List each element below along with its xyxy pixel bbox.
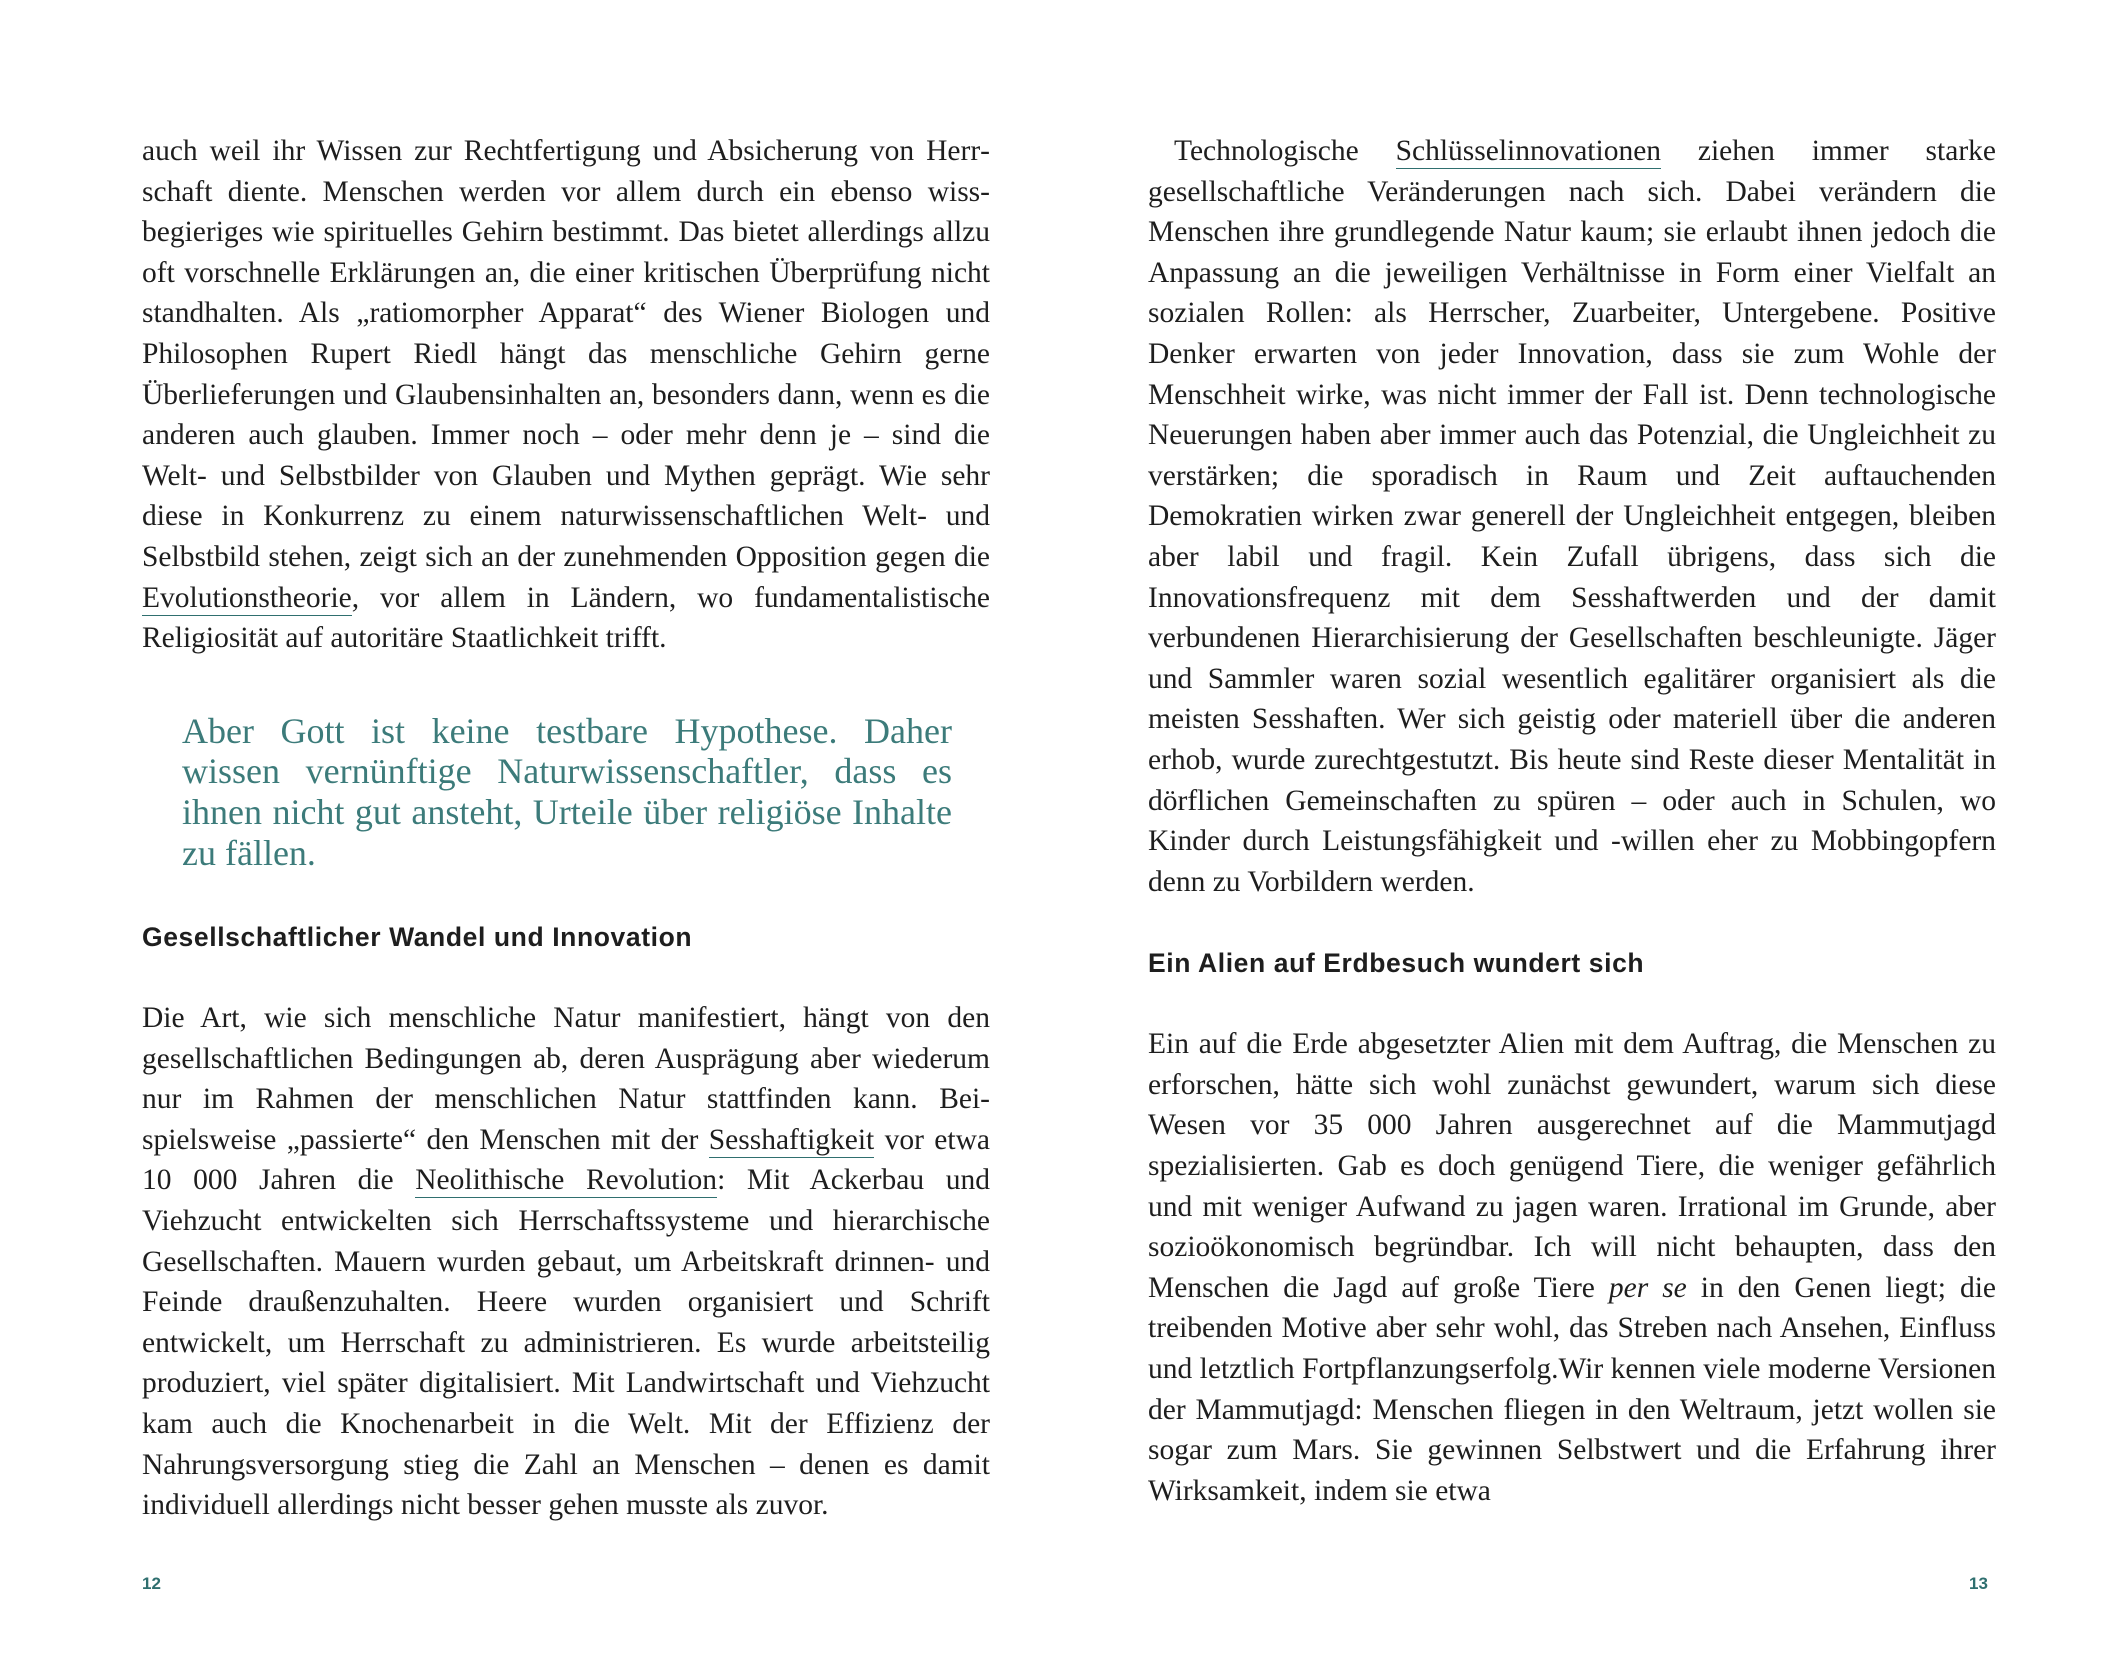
neolithische-revolution-link[interactable]: Neolithische Revolution — [415, 1164, 718, 1197]
right-paragraph-2 — [1148, 1024, 1996, 1511]
text-run: Ein auf die Erde abgesetzter Alien mit dem Auftrag, die Menschen zu erforschen, hätte sich wohl zunächst gewundert, warum sich diese Wesen vor 35 000 Jahren ausgerechnet auf die Mammutjagd spezialisierten. Gab es doch genügend Tiere, die weniger gefährlich und mit weniger Aufwand zu jagen waren. Irrational im Grunde, aber sozioökonomisch begründbar. Ich will nicht behaupten, dass den Menschen die Jagd auf große Tiere — [1148, 1028, 1996, 1304]
left-paragraph-1 — [142, 131, 990, 659]
evolutionstheorie-link[interactable]: Evolutionstheorie — [142, 581, 352, 614]
section-heading-alien-auf-erdbesuch: Ein Alien auf Erdbesuch wundert sich — [1148, 948, 1645, 979]
page-number-right: 13 — [1969, 1574, 1988, 1593]
text-run: , vor allem in Ländern, wo fundamentalistische Religiosität auf autoritäre Staatlichkeit trifft. — [142, 581, 990, 655]
left-paragraph-2 — [142, 998, 990, 1526]
text-run: Technologische — [1174, 135, 1396, 167]
text-run: vor etwa 10 000 Jahren die — [142, 1123, 990, 1197]
text-run: Die Art, wie sich menschliche Natur manifestiert, hängt von den gesellschaftlichen Bedingungen ab, deren Ausprägung aber wiederum nur im Rahmen der menschlichen Natur stattfinden kann. Beispielsweise „passierte“ den Menschen mit der — [142, 1002, 990, 1156]
schluesselinnovationen-link[interactable]: Schlüsselinnovationen — [1395, 135, 1662, 167]
page-number-left: 12 — [142, 1574, 161, 1593]
text-run: in den Genen liegt; die treibenden Motive aber sehr wohl, das Streben nach Ansehen, Einfluss und letztlich Fortpflanzungserfolg.Wir kennen viele moderne Versionen der Mammutjagd: Menschen fliegen in den Weltraum, jetzt wollen sie sogar zum Mars. Sie gewinnen Selbstwert und die Erfahrung ihrer Wirksamkeit, indem sie etwa — [1148, 1271, 1996, 1507]
left-page — [142, 131, 990, 1526]
pull-quote: Aber Gott ist keine testbare Hypothese. Daher wissen vernünftige Naturwissenschaftler, dass es ihnen nicht gut ansteht, Urteile über religiöse Inhalte zu fällen. — [182, 710, 952, 873]
text-run: : Mit Ackerbau und Viehzucht entwickelten sich Herrschaftssysteme und hierarchische Gesellschaften. Mauern wurden gebaut, um Arbeitskraft drinnen- und Feinde draußenzuhalten. Heere wurden organisiert und Schrift entwickelt, um Herrschaft zu administrieren. Es wurde arbeitsteilig produziert, viel später digitalisiert. Mit Landwirtschaft und Viehzucht kam auch die Knochenarbeit in die Welt. Mit der Effizienz der Nahrungsversorgung stieg die Zahl an Menschen – denen es damit individuell allerdings nicht besser gehen musste als zuvor. — [142, 1164, 990, 1522]
italic-term: per se — [1608, 1271, 1687, 1304]
text-run: auch weil ihr Wissen zur Rechtfertigung und Absicherung von Herrschaft diente. Menschen werden vor allem durch ein ebenso wissbegieriges wie spirituelles Gehirn bestimmt. Das bietet allerdings allzu oft vorschnelle Erklärungen an, die einer kritischen Überprüfung nicht standhalten. Als „ratiomorpher Apparat“ des Wiener Biologen und Philosophen Rupert Riedl hängt das menschliche Gehirn gerne Überlieferungen und Glaubensinhalten an, besonders dann, wenn es die anderen auch glauben. Immer noch – oder mehr denn je – sind die Welt- und Selbstbilder von Glauben und Mythen geprägt. Wie sehr diese in Konkurrenz zu einem naturwissenschaftlichen Welt- und Selbstbild stehen, zeigt sich an der zunehmenden Opposition gegen die — [142, 135, 990, 573]
right-page — [1148, 131, 1996, 1511]
section-heading-gesellschaftlicher-wandel: Gesellschaftlicher Wandel und Innovation — [142, 922, 693, 953]
text-run: ziehen immer starke gesellschaftliche Veränderungen nach sich. Dabei verändern die Menschen ihre grundlegende Natur kaum; sie erlaubt ihnen jedoch die Anpassung an die jeweiligen Verhältnisse in Form einer Vielfalt an sozialen Rollen: als Herrscher, Zuarbeiter, Untergebene. Positive Denker erwarten von jeder Innovation, dass sie zum Wohle der Menschheit wirke, was nicht immer der Fall ist. Denn technologische Neuerungen haben aber immer auch das Potenzial, die Ungleichheit zu verstärken; die sporadisch in Raum und Zeit auftauchenden Demokratien wirken zwar generell der Ungleichheit entgegen, bleiben aber labil und fragil. Kein Zufall übrigens, dass sich die Innovationsfrequenz mit dem Sesshaftwerden und der damit verbundenen Hierarchisierung der Gesellschaften beschleunigte. Jäger und Sammler waren sozial wesentlich egalitärer organisiert als die meisten Sesshaften. Wer sich geistig oder materiell über die anderen erhob, wurde zurechtgestutzt. Bis heute sind Reste dieser Mentalität in dörflichen Gemeinschaften zu spüren – oder auch in Schulen, wo Kinder durch Leistungsfähigkeit und -willen eher zu Mobbingopfern denn zu Vorbildern werden. — [1148, 135, 1996, 898]
sesshaftigkeit-link[interactable]: Sesshaftigkeit — [708, 1123, 875, 1156]
right-paragraph-1 — [1148, 131, 1996, 902]
